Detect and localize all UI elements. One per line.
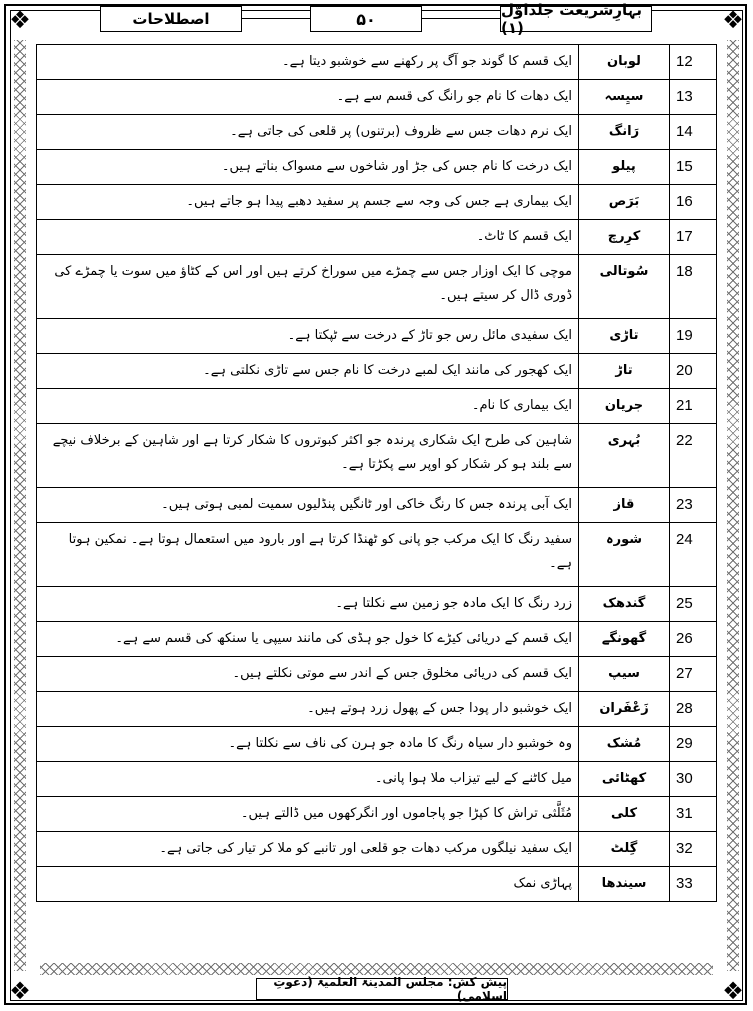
- page-footer: [0, 975, 753, 1003]
- term-cell: کلی: [579, 797, 670, 832]
- term-cell: گِلٹ: [579, 832, 670, 867]
- term-cell: پیلو: [579, 150, 670, 185]
- table-row: [37, 389, 717, 424]
- table-row: [37, 832, 717, 867]
- row-number-cell: 21: [670, 389, 717, 424]
- term-cell: گھونگے: [579, 622, 670, 657]
- row-number-cell: 19: [670, 319, 717, 354]
- term-cell: بُہری: [579, 424, 670, 488]
- left-ornament-border: [14, 40, 26, 971]
- row-number-cell: 16: [670, 185, 717, 220]
- term-cell: تاڑی: [579, 319, 670, 354]
- page-number: ۵۰: [310, 6, 422, 32]
- row-number-cell: 22: [670, 424, 717, 488]
- definition-cell: موچی کا ایک اوزار جس سے چمڑے میں سوراخ کرتے ہیں اور اس کے کٹاؤ میں سوت یا چمڑے کی ڈوری ڈال کر سیتے ہیں۔: [37, 255, 579, 319]
- term-cell: سیندھا: [579, 867, 670, 902]
- table-row: [37, 867, 717, 902]
- row-number-cell: 27: [670, 657, 717, 692]
- publisher-credit: پیش کش: مجلس المدینۃ العلمیۃ (دعوتِ اسلامی): [256, 978, 508, 1000]
- definition-cell: ایک سفید نیلگوں مرکب دھات جو قلعی اور تانبے کو ملا کر تیار کی جاتی ہے۔: [37, 832, 579, 867]
- term-cell: سیپ: [579, 657, 670, 692]
- row-number-cell: 29: [670, 727, 717, 762]
- definition-cell: ایک قسم کا گوند جو آگ پر رکھنے سے خوشبو دیتا ہے۔: [37, 45, 579, 80]
- term-cell: کرِرچ: [579, 220, 670, 255]
- table-row: [37, 45, 717, 80]
- table-row: [37, 424, 717, 488]
- book-title: بہارِشریعت جلداوّل (۱): [500, 6, 652, 32]
- table-row: [37, 115, 717, 150]
- definition-cell: ایک قسم کے دریائی کیڑے کا خول جو ہڈی کی مانند سیپی یا سنکھ کی قسم سے ہے۔: [37, 622, 579, 657]
- term-cell: شورہ: [579, 523, 670, 587]
- term-cell: سُوتالی: [579, 255, 670, 319]
- table-row: [37, 488, 717, 523]
- definition-cell: ایک بیماری کا نام۔: [37, 389, 579, 424]
- term-cell: مُشک: [579, 727, 670, 762]
- definition-cell: ایک نرم دھات جس سے ظروف (برتنوں) پر قلعی کی جاتی ہے۔: [37, 115, 579, 150]
- definition-cell: ایک بیماری ہے جس کی وجہ سے جسم پر سفید دھبے پیدا ہو جاتے ہیں۔: [37, 185, 579, 220]
- row-number-cell: 14: [670, 115, 717, 150]
- table-row: [37, 523, 717, 587]
- definition-cell: پہاڑی نمک: [37, 867, 579, 902]
- page-header: [100, 1, 652, 37]
- table-row: [37, 657, 717, 692]
- table-row: [37, 797, 717, 832]
- definition-cell: سفید رنگ کا ایک مرکب جو پانی کو ٹھنڈا کرتا ہے اور بارود میں استعمال ہوتا ہے۔ نمکین ہوتا ہے۔: [37, 523, 579, 587]
- table-row: [37, 255, 717, 319]
- glossary-table: [36, 44, 717, 902]
- corner-ornament-icon: ❖: [722, 977, 744, 1005]
- row-number-cell: 30: [670, 762, 717, 797]
- row-number-cell: 13: [670, 80, 717, 115]
- table-row: [37, 622, 717, 657]
- definition-cell: میل کاٹنے کے لیے تیزاب ملا ہوا پانی۔: [37, 762, 579, 797]
- corner-ornament-icon: ❖: [9, 977, 31, 1005]
- row-number-cell: 25: [670, 587, 717, 622]
- row-number-cell: 33: [670, 867, 717, 902]
- row-number-cell: 17: [670, 220, 717, 255]
- table-row: [37, 220, 717, 255]
- term-cell: زَعْفَران: [579, 692, 670, 727]
- corner-ornament-icon: ❖: [722, 6, 744, 34]
- table-row: [37, 587, 717, 622]
- definition-cell: مُثَلَّثی تراش کا کپڑا جو پاجاموں اور انگرکھوں میں ڈالتے ہیں۔: [37, 797, 579, 832]
- row-number-cell: 24: [670, 523, 717, 587]
- row-number-cell: 18: [670, 255, 717, 319]
- header-rule: [240, 18, 310, 19]
- table-row: [37, 727, 717, 762]
- row-number-cell: 28: [670, 692, 717, 727]
- term-cell: قاز: [579, 488, 670, 523]
- table-row: [37, 692, 717, 727]
- bottom-ornament-border: [40, 963, 713, 975]
- table-row: [37, 319, 717, 354]
- term-cell: جریان: [579, 389, 670, 424]
- corner-ornament-icon: ❖: [9, 6, 31, 34]
- term-cell: بَرَص: [579, 185, 670, 220]
- definition-cell: ایک قسم کی دریائی مخلوق جس کے اندر سے موتی نکلتے ہیں۔: [37, 657, 579, 692]
- row-number-cell: 12: [670, 45, 717, 80]
- row-number-cell: 26: [670, 622, 717, 657]
- term-cell: تاڑ: [579, 354, 670, 389]
- definition-cell: ایک قسم کا ٹاٹ۔: [37, 220, 579, 255]
- right-ornament-border: [727, 40, 739, 971]
- row-number-cell: 20: [670, 354, 717, 389]
- term-cell: سیِسہ: [579, 80, 670, 115]
- row-number-cell: 31: [670, 797, 717, 832]
- definition-cell: ایک سفیدی مائل رس جو تاڑ کے درخت سے ٹپکتا ہے۔: [37, 319, 579, 354]
- table-row: [37, 762, 717, 797]
- term-cell: رَانگ: [579, 115, 670, 150]
- definition-cell: وہ خوشبو دار سیاہ رنگ کا مادہ جو ہرن کی ناف سے نکلتا ہے۔: [37, 727, 579, 762]
- definition-cell: ایک دھات کا نام جو رانگ کی قسم سے ہے۔: [37, 80, 579, 115]
- term-cell: گندھک: [579, 587, 670, 622]
- definition-cell: شاہین کی طرح ایک شکاری پرندہ جو اکثر کبوتروں کا شکار کرتا ہے اور شاہین کے برخلاف نیچے سے بلند ہو کر شکار کو اوپر سے پکڑتا ہے۔: [37, 424, 579, 488]
- section-title: اصطلاحات: [100, 6, 242, 32]
- table-row: [37, 185, 717, 220]
- term-cell: لوبان: [579, 45, 670, 80]
- term-cell: کھٹائی: [579, 762, 670, 797]
- definition-cell: ایک کھجور کی مانند ایک لمبے درخت کا نام جس سے تاڑی نکلتی ہے۔: [37, 354, 579, 389]
- row-number-cell: 32: [670, 832, 717, 867]
- definition-cell: زرد رنگ کا ایک مادہ جو زمین سے نکلتا ہے۔: [37, 587, 579, 622]
- table-row: [37, 354, 717, 389]
- definition-cell: ایک خوشبو دار پودا جس کے پھول زرد ہوتے ہیں۔: [37, 692, 579, 727]
- definition-cell: ایک درخت کا نام جس کی جڑ اور شاخوں سے مسواک بناتے ہیں۔: [37, 150, 579, 185]
- header-rule: [420, 18, 502, 19]
- table-row: [37, 80, 717, 115]
- table-row: [37, 150, 717, 185]
- row-number-cell: 15: [670, 150, 717, 185]
- row-number-cell: 23: [670, 488, 717, 523]
- definition-cell: ایک آبی پرندہ جس کا رنگ خاکی اور ٹانگیں پنڈلیوں سمیت لمبی ہوتی ہیں۔: [37, 488, 579, 523]
